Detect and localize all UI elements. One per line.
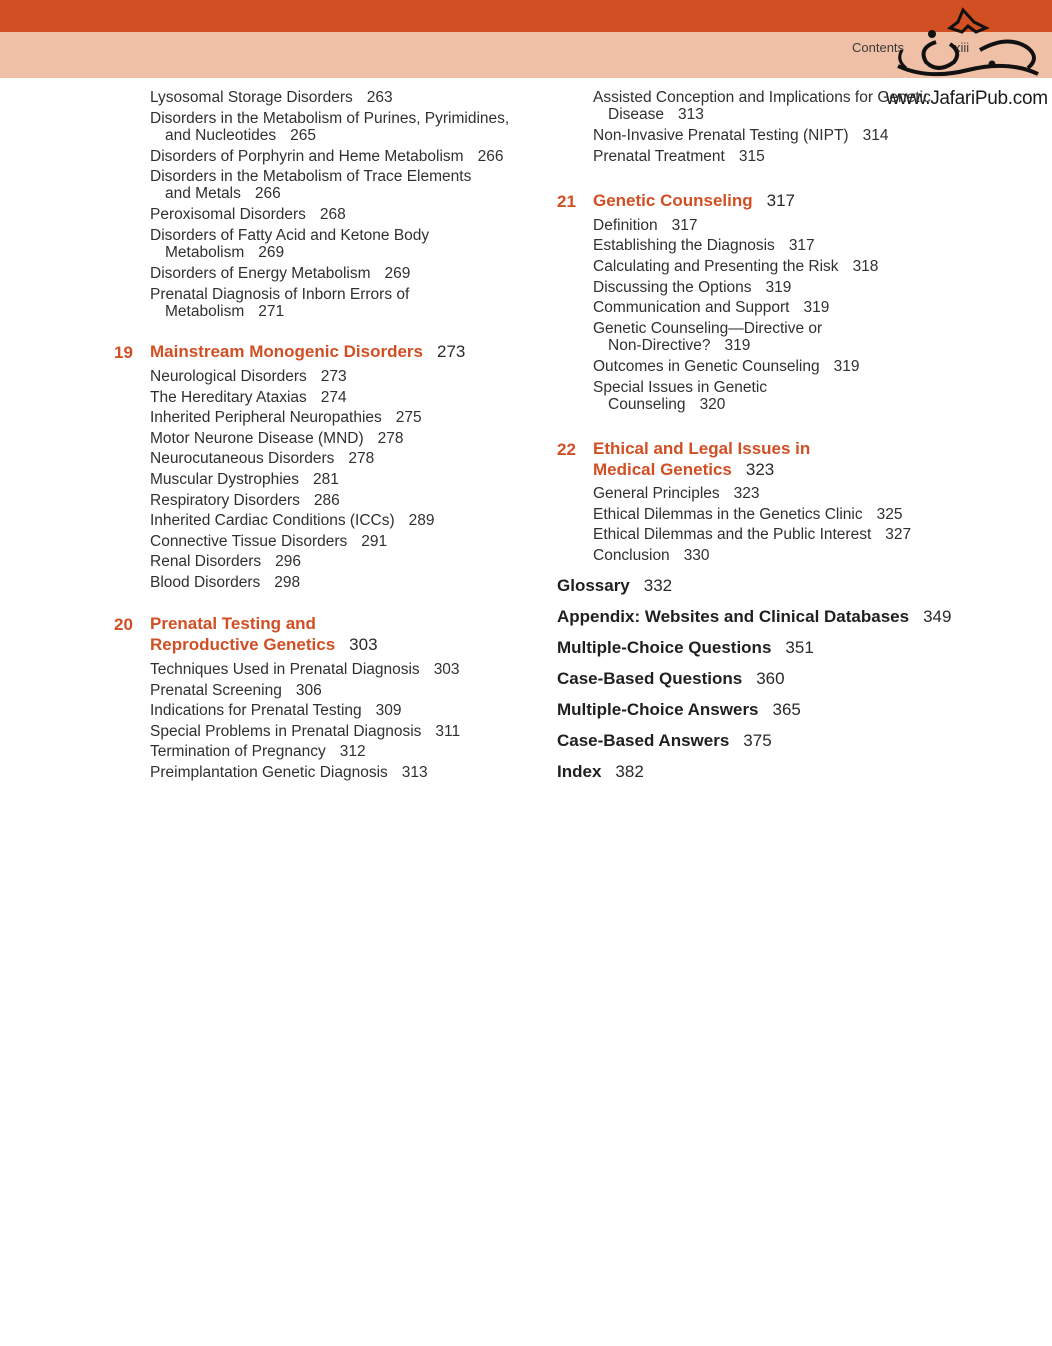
chapter-title-line: Genetic Counseling 317 bbox=[593, 191, 796, 210]
entry-page-number: 298 bbox=[274, 574, 301, 591]
toc-entry[interactable] bbox=[150, 553, 301, 570]
backmatter-title: Appendix: Websites and Clinical Databases bbox=[557, 607, 910, 626]
entry-page-number: 311 bbox=[435, 722, 461, 740]
backmatter-page-number: 360 bbox=[756, 669, 785, 688]
entry-page-number: 314 bbox=[862, 127, 889, 144]
chapter-title[interactable] bbox=[593, 438, 810, 480]
entry-title: Counseling 320 bbox=[608, 396, 726, 413]
toc-entry[interactable] bbox=[593, 506, 903, 523]
toc-entry[interactable] bbox=[150, 661, 460, 678]
entry-title: Motor Neurone Disease (MND) 278 bbox=[150, 429, 404, 447]
entry-page-number: 325 bbox=[876, 505, 903, 523]
entry-title: Ethical Dilemmas and the Public Interest 327 bbox=[593, 526, 912, 544]
entry-title: Blood Disorders 298 bbox=[150, 574, 301, 591]
entry-page-number: 296 bbox=[275, 553, 302, 571]
toc-entry[interactable] bbox=[593, 127, 888, 144]
toc-entry[interactable] bbox=[150, 110, 509, 144]
backmatter-entry[interactable] bbox=[557, 669, 785, 689]
backmatter-entry[interactable] bbox=[557, 607, 951, 627]
chapter-page-number: 303 bbox=[349, 635, 378, 654]
backmatter-title: Case-Based Answers bbox=[557, 731, 730, 750]
entry-title: Disorders in the Metabolism of Trace Elements bbox=[150, 168, 472, 185]
backmatter-entry[interactable] bbox=[557, 700, 801, 720]
backmatter-title: Multiple-Choice Questions bbox=[557, 638, 772, 657]
entry-page-number: 313 bbox=[678, 106, 704, 123]
entry-title: Prenatal Treatment 315 bbox=[593, 148, 765, 165]
entry-title: Peroxisomal Disorders 268 bbox=[150, 206, 346, 223]
entry-title: Non-Directive? 319 bbox=[608, 337, 751, 354]
entry-page-number: 269 bbox=[258, 244, 285, 261]
entry-title: Outcomes in Genetic Counseling 319 bbox=[593, 358, 860, 375]
backmatter-page-number: 349 bbox=[923, 607, 952, 626]
entry-title: Preimplantation Genetic Diagnosis 313 bbox=[150, 764, 428, 781]
entry-title: Special Problems in Prenatal Diagnosis 311 bbox=[150, 722, 461, 740]
entry-page-number: 275 bbox=[395, 409, 422, 427]
entry-page-number: 317 bbox=[788, 237, 815, 254]
entry-page-number: 265 bbox=[290, 127, 317, 144]
entry-title: Ethical Dilemmas in the Genetics Clinic 325 bbox=[593, 505, 903, 523]
backmatter-entry[interactable] bbox=[557, 731, 772, 751]
toc-entry[interactable] bbox=[150, 723, 460, 740]
entry-title: Indications for Prenatal Testing 309 bbox=[150, 702, 402, 720]
entry-page-number: 319 bbox=[724, 337, 751, 354]
toc-entry[interactable] bbox=[150, 492, 340, 509]
toc-entry[interactable] bbox=[593, 358, 859, 375]
entry-title: Techniques Used in Prenatal Diagnosis 303 bbox=[150, 661, 460, 678]
chapter-page-number: 317 bbox=[766, 191, 796, 210]
chapter-title-line: Prenatal Testing and bbox=[150, 614, 316, 633]
toc-entry[interactable] bbox=[150, 368, 347, 385]
toc-entry[interactable] bbox=[150, 702, 402, 719]
entry-title: Disorders of Porphyrin and Heme Metabolism 266 bbox=[150, 148, 504, 165]
entry-title: Renal Disorders 296 bbox=[150, 553, 302, 571]
entry-page-number: 315 bbox=[738, 148, 765, 165]
entry-page-number: 323 bbox=[733, 485, 760, 502]
toc-entry[interactable] bbox=[593, 258, 878, 275]
entry-page-number: 266 bbox=[254, 185, 281, 202]
entry-page-number: 281 bbox=[313, 471, 339, 488]
chapter-title[interactable] bbox=[150, 341, 465, 362]
toc-entry[interactable] bbox=[150, 265, 410, 282]
entry-title: The Hereditary Ataxias 274 bbox=[150, 388, 347, 406]
entry-title: General Principles 323 bbox=[593, 485, 760, 502]
entry-title: Genetic Counseling—Directive or bbox=[593, 320, 823, 337]
toc-entry[interactable] bbox=[593, 526, 911, 543]
entry-page-number: 263 bbox=[366, 89, 393, 106]
entry-page-number: 327 bbox=[885, 526, 912, 544]
toc-entry[interactable] bbox=[150, 512, 435, 529]
toc-entry[interactable] bbox=[593, 547, 710, 564]
entry-page-number: 303 bbox=[433, 661, 460, 678]
backmatter-title: Glossary bbox=[557, 576, 630, 595]
page-number: xiii bbox=[954, 40, 970, 55]
entry-page-number: 271 bbox=[258, 303, 285, 320]
entry-page-number: 317 bbox=[671, 217, 698, 234]
entry-title: Conclusion 330 bbox=[593, 546, 710, 564]
entry-title: Calculating and Presenting the Risk 318 bbox=[593, 258, 879, 275]
backmatter-entry[interactable] bbox=[557, 762, 644, 782]
toc-entry[interactable] bbox=[150, 409, 422, 426]
toc-entry[interactable] bbox=[150, 89, 393, 106]
backmatter-page-number: 351 bbox=[785, 638, 814, 657]
toc-entry[interactable] bbox=[593, 217, 698, 234]
toc-entry[interactable] bbox=[150, 450, 374, 467]
chapter-number: 21 bbox=[557, 192, 576, 211]
entry-page-number: 312 bbox=[339, 743, 366, 761]
entry-title: and Nucleotides 265 bbox=[165, 127, 317, 144]
backmatter-title: Case-Based Questions bbox=[557, 669, 743, 688]
entry-page-number: 291 bbox=[361, 532, 388, 550]
toc-entry[interactable] bbox=[150, 168, 471, 202]
entry-page-number: 319 bbox=[765, 279, 792, 296]
entry-title: Prenatal Diagnosis of Inborn Errors of bbox=[150, 286, 410, 303]
toc-entry[interactable] bbox=[150, 227, 429, 261]
entry-title: Neurological Disorders 273 bbox=[150, 368, 347, 385]
toc-entry[interactable] bbox=[593, 320, 822, 354]
entry-title: Definition 317 bbox=[593, 217, 698, 234]
entry-title: Muscular Dystrophies 281 bbox=[150, 471, 339, 488]
backmatter-page-number: 382 bbox=[615, 762, 644, 781]
toc-entry[interactable] bbox=[593, 299, 829, 316]
chapter-title-line: Ethical and Legal Issues in bbox=[593, 439, 811, 458]
entry-page-number: 278 bbox=[377, 429, 404, 447]
entry-title: Assisted Conception and Implications for Genetic bbox=[593, 89, 931, 106]
toc-entry[interactable] bbox=[150, 430, 404, 447]
entry-page-number: 306 bbox=[295, 681, 322, 699]
entry-page-number: 278 bbox=[348, 450, 375, 468]
entry-title: Metabolism 269 bbox=[165, 244, 285, 261]
chapter-title-line: Mainstream Monogenic Disorders 273 bbox=[150, 342, 466, 361]
running-head: Contents bbox=[852, 40, 905, 55]
entry-title: Termination of Pregnancy 312 bbox=[150, 743, 366, 761]
entry-title: Disorders in the Metabolism of Purines, Pyrimidines, bbox=[150, 110, 510, 127]
entry-page-number: 330 bbox=[683, 546, 710, 564]
entry-title: Lysosomal Storage Disorders 263 bbox=[150, 89, 393, 106]
toc-entry[interactable] bbox=[150, 574, 300, 591]
toc-entry[interactable] bbox=[150, 764, 428, 781]
toc-entry[interactable] bbox=[593, 485, 760, 502]
entry-title: Inherited Peripheral Neuropathies 275 bbox=[150, 409, 422, 427]
entry-page-number: 319 bbox=[803, 299, 830, 316]
backmatter-page-number: 375 bbox=[743, 731, 772, 750]
entry-title: Inherited Cardiac Conditions (ICCs) 289 bbox=[150, 512, 435, 530]
entry-page-number: 318 bbox=[852, 258, 879, 275]
chapter-page-number: 323 bbox=[745, 460, 775, 479]
entry-page-number: 313 bbox=[401, 764, 428, 781]
chapter-title[interactable] bbox=[150, 613, 378, 655]
entry-page-number: 266 bbox=[477, 148, 504, 165]
toc-entry[interactable] bbox=[150, 206, 346, 223]
entry-title: Special Issues in Genetic bbox=[593, 379, 768, 396]
entry-page-number: 319 bbox=[833, 358, 860, 375]
entry-page-number: 273 bbox=[320, 368, 347, 385]
backmatter-title: Index bbox=[557, 762, 602, 781]
entry-title: Metabolism 271 bbox=[165, 303, 285, 320]
toc-entry[interactable] bbox=[593, 148, 765, 165]
toc-entry[interactable] bbox=[150, 743, 366, 760]
entry-page-number: 320 bbox=[699, 396, 726, 413]
toc-entry[interactable] bbox=[150, 471, 339, 488]
entry-page-number: 289 bbox=[408, 512, 435, 530]
chapter-title[interactable] bbox=[593, 190, 795, 211]
entry-title: Neurocutaneous Disorders 278 bbox=[150, 450, 375, 468]
publisher-logo-icon bbox=[888, 4, 1048, 88]
toc-entry[interactable] bbox=[593, 237, 815, 254]
toc-entry[interactable] bbox=[150, 389, 347, 406]
chapter-title-line: Reproductive Genetics 303 bbox=[150, 635, 378, 654]
chapter-number: 20 bbox=[114, 615, 133, 634]
toc-entry[interactable] bbox=[593, 379, 767, 413]
backmatter-entry[interactable] bbox=[557, 638, 814, 658]
chapter-page-number: 273 bbox=[437, 342, 466, 361]
entry-title: Disease 313 bbox=[608, 106, 704, 123]
watermark-text: www.JafariPub.com bbox=[886, 88, 1048, 109]
backmatter-page-number: 365 bbox=[772, 700, 801, 719]
toc-entry[interactable] bbox=[593, 279, 791, 296]
entry-title: Discussing the Options 319 bbox=[593, 279, 792, 296]
entry-page-number: 274 bbox=[320, 388, 347, 406]
entry-title: and Metals 266 bbox=[165, 185, 281, 202]
entry-page-number: 269 bbox=[384, 265, 411, 282]
entry-page-number: 268 bbox=[319, 206, 346, 223]
toc-entry[interactable] bbox=[593, 89, 931, 123]
entry-page-number: 286 bbox=[313, 491, 340, 509]
toc-entry[interactable] bbox=[150, 286, 409, 320]
entry-title: Prenatal Screening 306 bbox=[150, 681, 322, 699]
chapter-number: 22 bbox=[557, 440, 576, 459]
entry-title: Communication and Support 319 bbox=[593, 299, 830, 316]
entry-page-number: 309 bbox=[375, 702, 402, 720]
entry-title: Disorders of Energy Metabolism 269 bbox=[150, 265, 411, 282]
entry-title: Non-Invasive Prenatal Testing (NIPT) 314 bbox=[593, 127, 889, 144]
toc-entry[interactable] bbox=[150, 682, 322, 699]
backmatter-entry[interactable] bbox=[557, 576, 672, 596]
entry-title: Connective Tissue Disorders 291 bbox=[150, 532, 388, 550]
backmatter-page-number: 332 bbox=[643, 576, 673, 595]
entry-title: Respiratory Disorders 286 bbox=[150, 491, 340, 509]
chapter-title-line: Medical Genetics 323 bbox=[593, 460, 775, 479]
toc-entry[interactable] bbox=[150, 533, 387, 550]
backmatter-title: Multiple-Choice Answers bbox=[557, 700, 759, 719]
toc-entry[interactable] bbox=[150, 148, 503, 165]
entry-title: Disorders of Fatty Acid and Ketone Body bbox=[150, 227, 430, 244]
chapter-number: 19 bbox=[114, 343, 133, 362]
entry-title: Establishing the Diagnosis 317 bbox=[593, 237, 815, 254]
